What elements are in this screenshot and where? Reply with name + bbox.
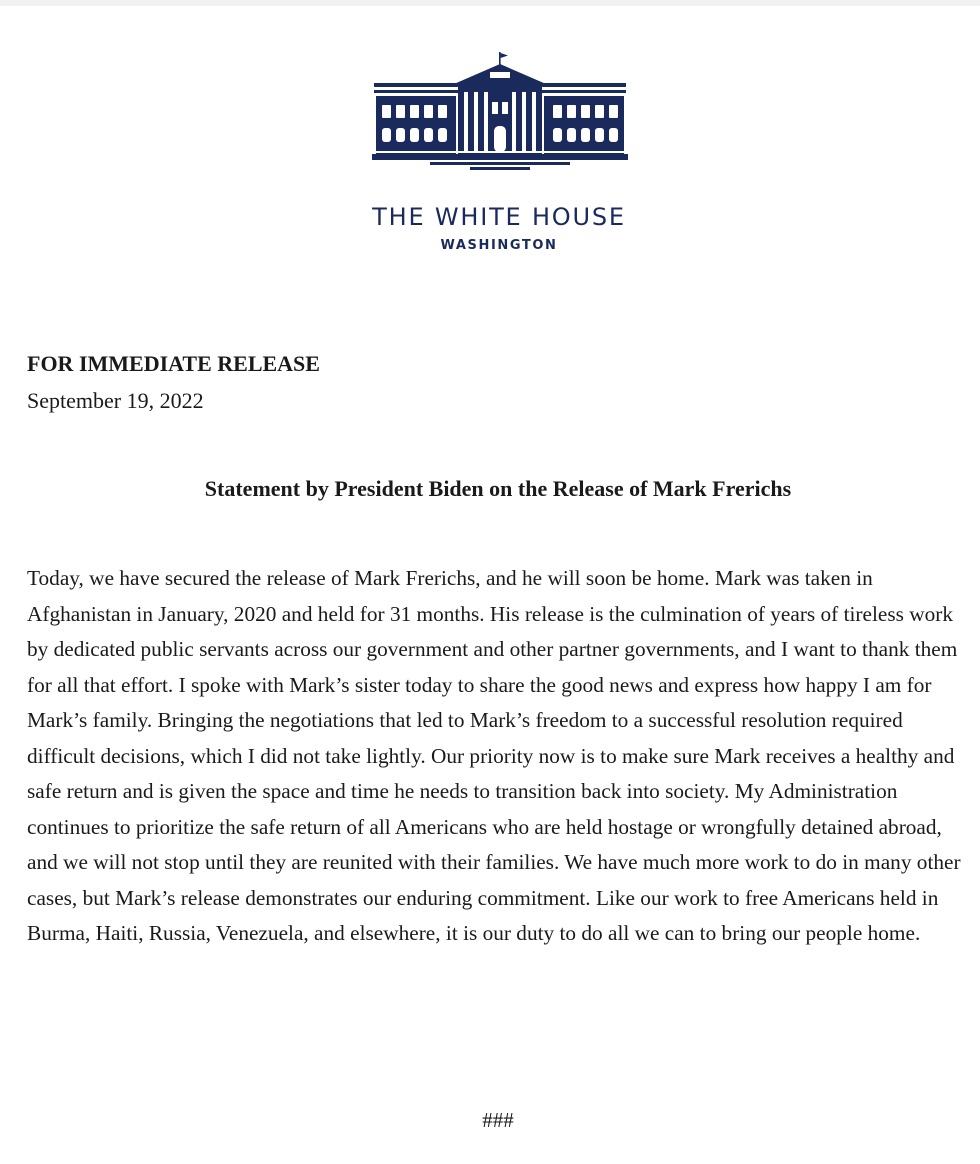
statement-headline: Statement by President Biden on the Release of Mark Frerichs <box>204 476 792 501</box>
end-mark: ### <box>482 1108 514 1132</box>
organization-subtitle: WASHINGTON <box>440 238 558 253</box>
release-label: FOR IMMEDIATE RELEASE <box>27 351 320 376</box>
release-date: September 19, 2022 <box>27 388 204 413</box>
organization-title: THE WHITE HOUSE <box>372 203 626 231</box>
top-bar <box>0 0 980 6</box>
white-house-icon <box>370 50 630 175</box>
statement-body: Today, we have secured the release of Mark Frerichs, and he will soon be home. Mark was taken in Afghanistan in January, 2020 and held for 31 months. His release is the culmination of years of tireless work by dedicated public servants across our government and other partner governments, and I want to thank them for all that effort. I spoke with Mark’s sister today to share the good news and express how happy I am for Mark’s family. Bringing the negotiations that led to Mark’s freedom to a successful resolution required difficult decisions, which I did not take lightly. Our priority now is to make sure Mark receives a healthy and safe return and is given the space and time he needs to transition back into society. My Administration continues to prioritize the safe return of all Americans who are held hostage or wrongfully detained abroad, and we will not stop until they are reunited with their families. We have much more work to do in many other cases, but Mark’s release demonstrates our enduring commitment. Like our work to free Americans held in Burma, Haiti, Russia, Venezuela, and elsewhere, it is our duty to do all we can to bring our people home. <box>27 566 961 945</box>
